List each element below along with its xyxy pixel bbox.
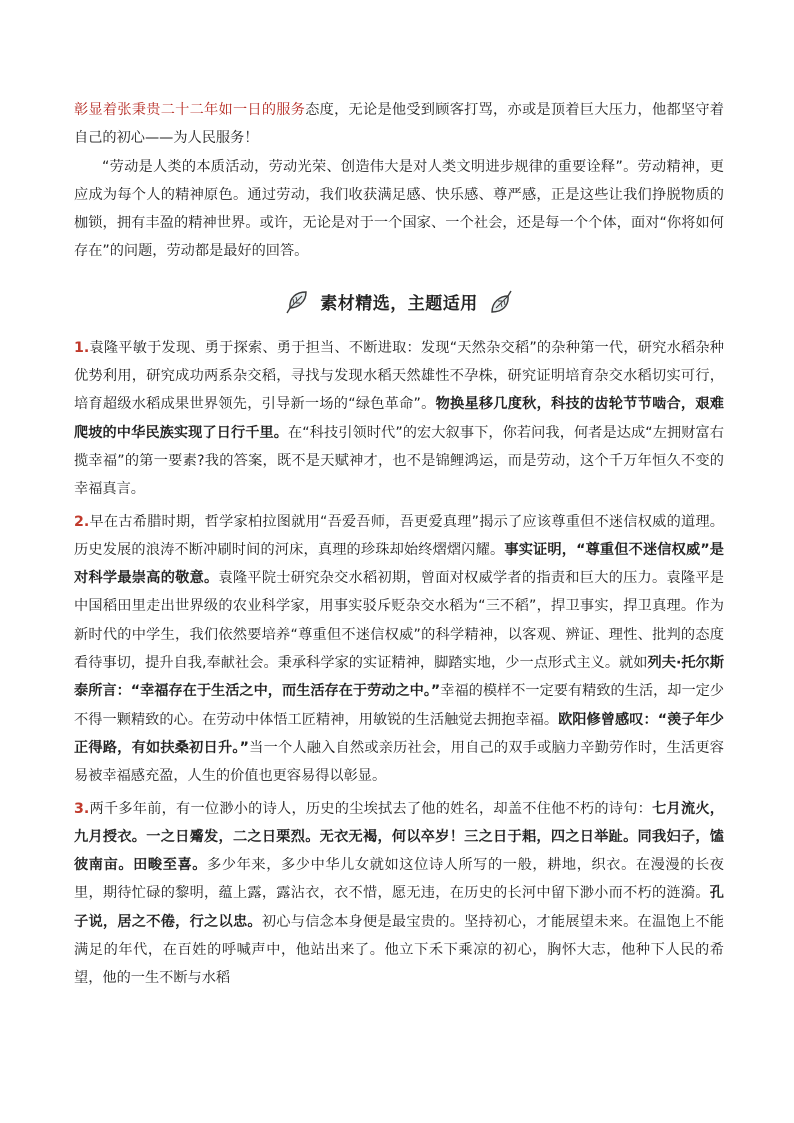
- document-page: [74, 96, 724, 993]
- material-item-3: [74, 795, 724, 993]
- labor-paragraph: “劳动是人类的本质活动，劳动光荣、创造伟大是对人类文明进步规律的重要诠释”。劳动精神，更应成为每个人的精神原色。通过劳动，我们收获满足感、快乐感、尊严感，正是这些让我们挣脱物质的枷锁，拥有丰盈的精神世界。或许，无论是对于一个国家、一个社会，还是每一个个体，面对“你将如何存在”的问题，劳动都是最好的回答。: [74, 158, 724, 260]
- item-text: 多少年来，多少中华儿女就如这位诗人所写的一般，耕地，织衣。在漫漫的长夜里，期待忙碌的黎明，蕴上露，露沾衣，衣不惜，愿无违，在历史的长河中留下渺小而不朽的涟漪。: [74, 857, 724, 902]
- item-bold-text: 列夫·托尔斯泰所言：“幸福存在于生活之中，而生活存在于劳动之中。”: [74, 655, 725, 700]
- item-number: 3.: [74, 800, 90, 817]
- item-text: 当一个人融入自然或亲历社会，用自己的双手或脑力辛勤劳作时，生活更容易被幸福感充盈，人生的价值也更容易得以彰显。: [74, 739, 724, 785]
- material-item-1: [74, 334, 724, 504]
- intro-highlight: 彰显着张秉贵二十二年如一日的服务: [74, 102, 306, 118]
- item-text: 初心与信念本身便是最宝贵的。坚持初心，才能展望未来。在温饱上不能满足的年代，在百姓的呼喊声中，他站出来了。他立下禾下乘凉的初心，胸怀大志，他种下人民的希望，他的一生不断与水稻: [74, 913, 724, 987]
- material-item-2: [74, 508, 724, 791]
- item-number: 2.: [74, 513, 90, 530]
- item-text: 幸福的模样不一定要有精致的生活，却一定少不得一颗精致的心。在劳动中体悟工匠精神，用敏锐的生活触觉去拥抱幸福。: [74, 683, 725, 728]
- item-bold-text: 事实证明，“尊重但不迷信权威”是对科学最崇高的敬意。: [74, 541, 724, 587]
- intro-paragraph: [74, 96, 724, 153]
- leaf-icon: [486, 288, 514, 316]
- item-text: 袁隆平院士研究杂交水稻初期，曾面对权威学者的指责和巨大的压力。袁隆平是中国稻田里走出世界级的农业科学家，用事实驳斥贬杂交水稻为“三不稻”，捍卫事实，捍卫真理。作为新时代的中学生，我们依然要培养“尊重但不迷信权威”的科学精神，以客观、辨证、理性、批判的态度看待事切，提升自我,奉献社会。秉承科学家的实证精神，脚踏实地，少一点形式主义。就如: [74, 570, 724, 672]
- section-title: 素材精选，主题适用: [320, 294, 478, 315]
- item-bold-text: 孔子说，居之不倦，行之以忠。: [74, 885, 724, 930]
- item-number: 1.: [74, 339, 90, 356]
- item-text: 在“科技引领时代”的宏大叙事下，你若问我，何者是达成“左拥财富右揽幸福”的第一要素?我的答案，既不是天赋神才，也不是锦鲤鸿运，而是劳动，这个千万年恒久不变的幸福真言。: [74, 424, 724, 498]
- leaf-icon: [284, 288, 312, 316]
- item-text: 袁隆平敏于发现、勇于探索、勇于担当、不断进取：发现“天然杂交稻”的杂种第一代，研究水稻杂种优势利用，研究成功两系杂交稻，寻找与发现水稻天然雄性不孕株，研究证明培育杂交水稻切实可行，培育超级水稻成果世界领先，引导新一场的“绿色革命”。: [74, 339, 724, 413]
- item-bold-text: 欧阳修曾感叹：“羡子年少正得路，有如扶桑初日升。”: [74, 711, 724, 756]
- item-text: 早在古希腊时期，哲学家柏拉图就用“吾爱吾师，吾更爱真理”揭示了应该尊重但不迷信权威的道理。历史发展的浪涛不断冲刷时间的河床，真理的珍珠却始终熠熠闪耀。: [74, 513, 724, 558]
- item-text: 两千多年前，有一位渺小的诗人，历史的尘埃拭去了他的姓名，却盖不住他不朽的诗句：: [89, 800, 653, 817]
- item-bold-text: 物换星移几度秋，科技的齿轮节节啮合，艰难爬坡的中华民族实现了日行千里。: [74, 396, 724, 441]
- section-heading: [74, 282, 724, 322]
- item-bold-text: 七月流火，九月授衣。一之日觱发，二之日栗烈。无衣无褐，何以卒岁！三之日于耜，四之日举趾。同我妇子，馌彼南亩。田畯至喜。: [74, 800, 724, 874]
- intro-text: 态度，无论是他受到顾客打骂，亦或是顶着巨大压力，他都坚守着自己的初心——为人民服务！: [74, 102, 724, 147]
